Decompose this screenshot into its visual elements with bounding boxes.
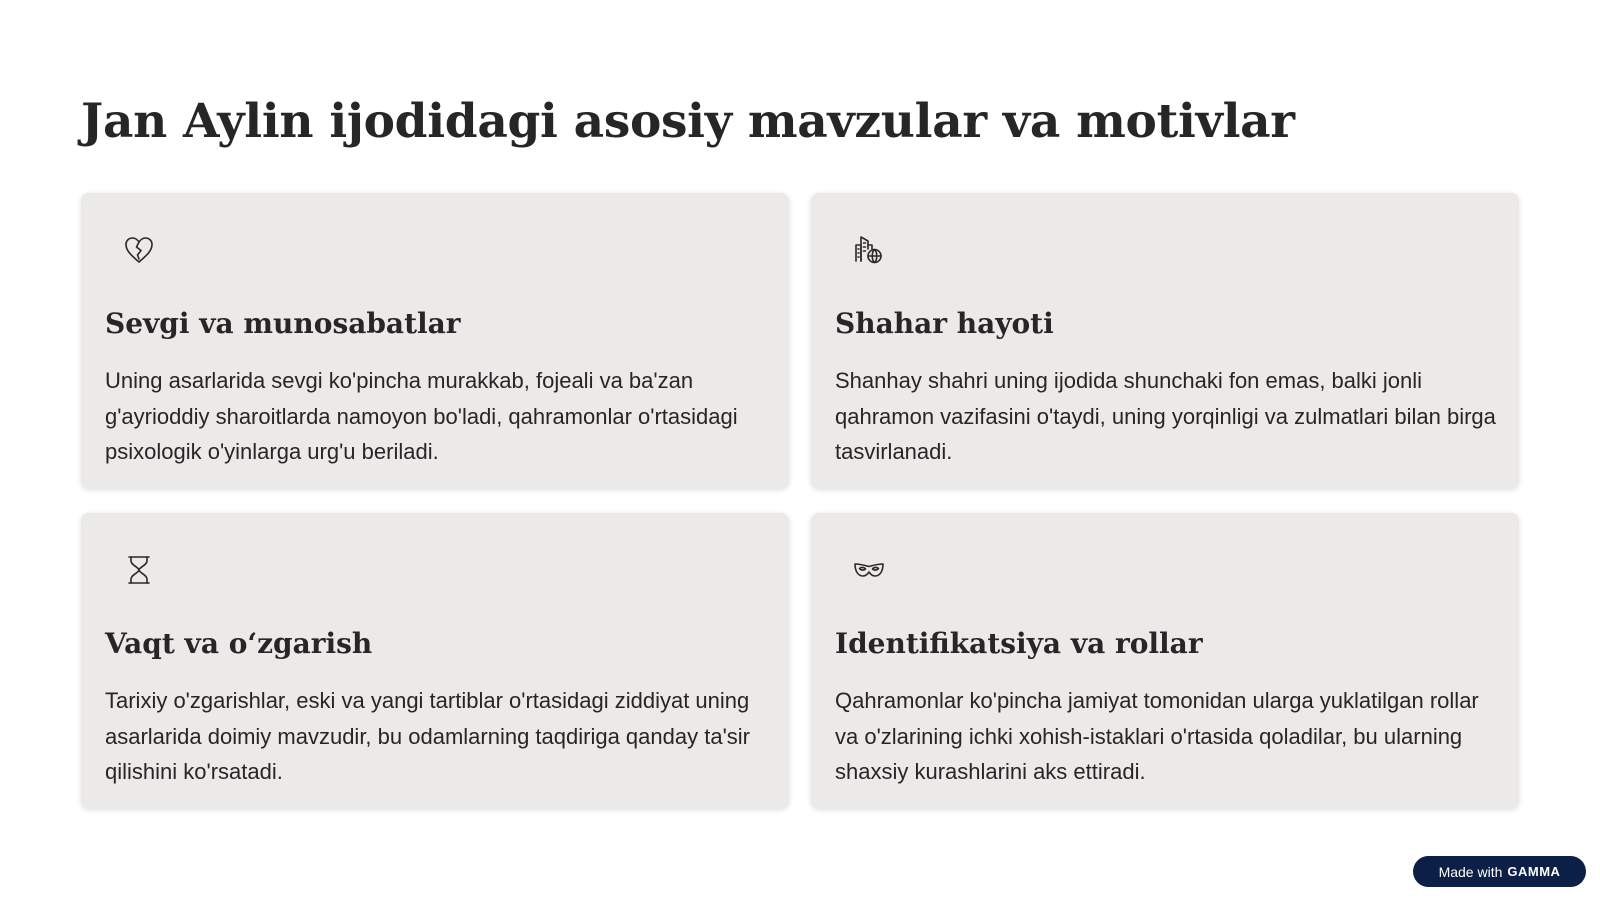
card-body: Uning asarlarida sevgi ko'pincha murakkab, fojeali va ba'zan g'ayrioddiy sharoitlarda namoyon bo'ladi, qahramonlar o'rtasidagi psixologik o'yinlarga urg'u beriladi. (105, 368, 738, 464)
card-heading: Identifikatsiya va rollar (835, 627, 1203, 660)
card-heading: Shahar hayoti (835, 307, 1054, 340)
mask-icon (852, 553, 886, 587)
badge-prefix: Made with (1438, 863, 1503, 880)
card-body: Tarixiy o'zgarishlar, eski va yangi tartiblar o'rtasidagi ziddiyat uning asarlarida doimiy mavzudir, bu odamlarning taqdiriga qanday ta'sir qilishini ko'rsatadi. (105, 688, 750, 784)
broken-heart-icon (122, 233, 156, 267)
card-love-relationships (81, 193, 789, 489)
page-title: Jan Aylin ijodidagi asosiy mavzular va motivlar (81, 94, 1295, 149)
city-globe-icon (852, 233, 886, 267)
hourglass-icon (122, 553, 156, 587)
card-heading: Sevgi va munosabatlar (105, 307, 461, 340)
card-heading: Vaqt va oʻzgarish (105, 627, 373, 660)
gamma-logo: GAMMA (1507, 864, 1561, 879)
card-body: Shanhay shahri uning ijodida shunchaki fon emas, balki jonli qahramon vazifasini o'taydi, uning yorqinligi va zulmatlari bilan birga tasvirlanadi. (835, 368, 1496, 464)
card-city-life (811, 193, 1519, 489)
card-time-change (81, 513, 789, 809)
card-body: Qahramonlar ko'pincha jamiyat tomonidan ularga yuklatilgan rollar va o'zlarining ichki xohish-istaklari o'rtasida qoladilar, bu ularning shaxsiy kurashlarini aks ettiradi. (835, 688, 1479, 784)
made-with-gamma-badge[interactable] (1413, 856, 1586, 887)
card-identity-roles (811, 513, 1519, 809)
